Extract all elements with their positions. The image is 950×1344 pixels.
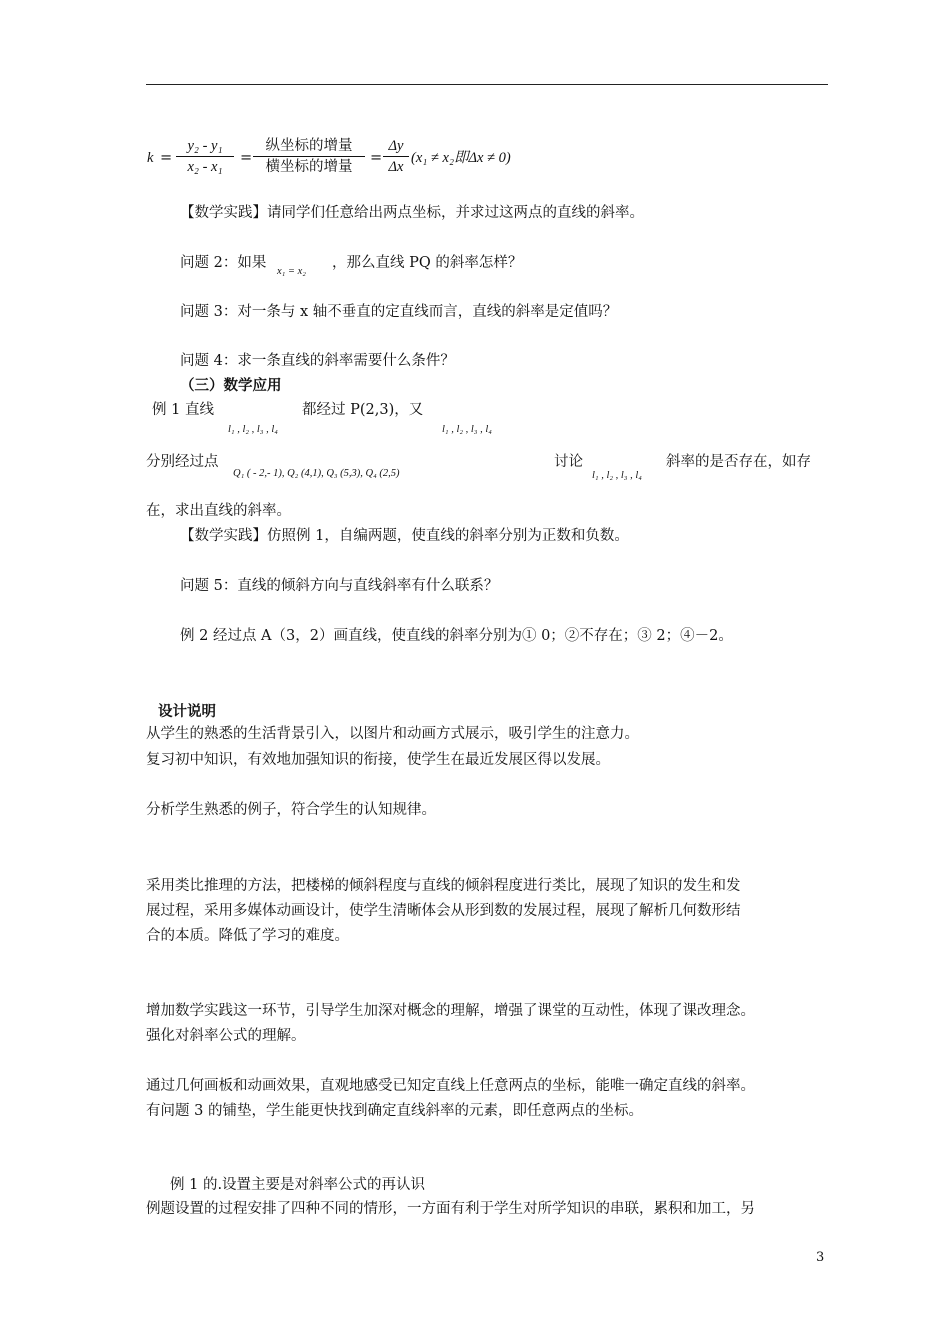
- example-1-through-points: 分别经过点: [146, 454, 219, 470]
- fraction-2-denominator: 横坐标的增量: [265, 159, 353, 175]
- fraction-3-denominator: Δx: [388, 159, 404, 175]
- formula-eq-3: =: [370, 150, 383, 166]
- example-1-slope-exists: 斜率的是否存在，如存: [666, 454, 811, 470]
- question-2-condition: x₁ = x₂: [277, 266, 306, 277]
- formula-fraction-2: [253, 137, 365, 176]
- header-rule: [146, 84, 828, 85]
- formula-fraction-1: [176, 137, 234, 176]
- example-2: 例 2 经过点 A（3，2）画直线，使直线的斜率分别为① 0；②不存在；③ 2；④－2。: [180, 628, 733, 644]
- design-note-line: 通过几何画板和动画效果，直观地感受已知定直线上任意两点的坐标，能唯一确定直线的斜率。: [146, 1078, 755, 1094]
- fraction-3-numerator: Δy: [383, 137, 409, 157]
- section-heading-applications: （三）数学应用: [180, 377, 282, 394]
- question-2-suffix: ，那么直线 PQ 的斜率怎样？: [332, 255, 523, 271]
- design-note-line: 复习初中知识，有效地加强知识的衔接，使学生在最近发展区得以发展。: [146, 752, 610, 768]
- formula-eq-2: =: [240, 150, 253, 166]
- design-note-line: 增加数学实践这一环节，引导学生加深对概念的理解，增强了课堂的互动性，体现了课改理念。: [146, 1003, 755, 1019]
- design-note-line: 展过程，采用多媒体动画设计，使学生清晰体会从形到数的发展过程，展现了解析几何数形结: [146, 903, 741, 919]
- example-1-find-slope: 在，求出直线的斜率。: [146, 503, 291, 519]
- formula-condition: (x₁ ≠ x₂即Δx ≠ 0): [411, 150, 511, 166]
- example-1-lines-3: l₁ , l₂ , l₃ , l₄: [592, 470, 642, 481]
- example-1-lines-2: l₁ , l₂ , l₃ , l₄: [442, 424, 492, 435]
- math-practice-2: 【数学实践】仿照例 1，自编两题，使直线的斜率分别为正数和负数。: [180, 528, 629, 544]
- formula-k: k: [147, 150, 154, 166]
- design-notes-title: 设计说明: [158, 703, 216, 720]
- fraction-1-denominator: x₂ - x₁: [187, 159, 223, 175]
- fraction-1-numerator: y₂ - y₁: [176, 137, 234, 157]
- example-1-intro: 例 1 直线: [152, 402, 214, 418]
- design-note-line: 采用类比推理的方法，把楼梯的倾斜程度与直线的倾斜程度进行类比，展现了知识的发生和发: [146, 878, 741, 894]
- formula-fraction-3: [383, 137, 409, 176]
- design-note-line: 从学生的熟悉的生活背景引入，以图片和动画方式展示，吸引学生的注意力。: [146, 726, 639, 742]
- question-3: 问题 3：对一条与 x 轴不垂直的定直线而言，直线的斜率是定值吗？: [180, 304, 618, 320]
- example-1-lines: l₁ , l₂ , l₃ , l₄: [228, 424, 278, 435]
- question-5: 问题 5：直线的倾斜方向与直线斜率有什么联系？: [180, 578, 499, 594]
- design-note-line: 有问题 3 的铺垫，学生能更快找到确定直线斜率的元素，即任意两点的坐标。: [146, 1103, 643, 1119]
- page-number: 3: [816, 1250, 825, 1265]
- example-1-passes: 都经过 P(2,3)，又: [302, 402, 424, 418]
- example-1-points: Q₁ ( - 2,- 1), Q₂ (4,1), Q₃ (5,3), Q₄ (2,5): [233, 468, 400, 479]
- question-2-prefix: 问题 2：如果: [180, 255, 267, 271]
- design-note-line: 例 1 的.设置主要是对斜率公式的再认识: [170, 1177, 426, 1193]
- design-note-line: 分析学生熟悉的例子，符合学生的认知规律。: [146, 802, 436, 818]
- design-note-line: 强化对斜率公式的理解。: [146, 1028, 306, 1044]
- example-1-discuss: 讨论: [554, 454, 583, 470]
- design-note-line: 合的本质。降低了学习的难度。: [146, 928, 349, 944]
- math-practice-1: 【数学实践】请同学们任意给出两点坐标，并求过这两点的直线的斜率。: [180, 205, 644, 221]
- question-4: 问题 4：求一条直线的斜率需要什么条件？: [180, 353, 455, 369]
- fraction-2-numerator: 纵坐标的增量: [253, 137, 365, 157]
- design-note-line: 例题设置的过程安排了四种不同的情形，一方面有利于学生对所学知识的串联，累积和加工，另: [146, 1201, 755, 1217]
- formula-eq-1: =: [160, 150, 173, 166]
